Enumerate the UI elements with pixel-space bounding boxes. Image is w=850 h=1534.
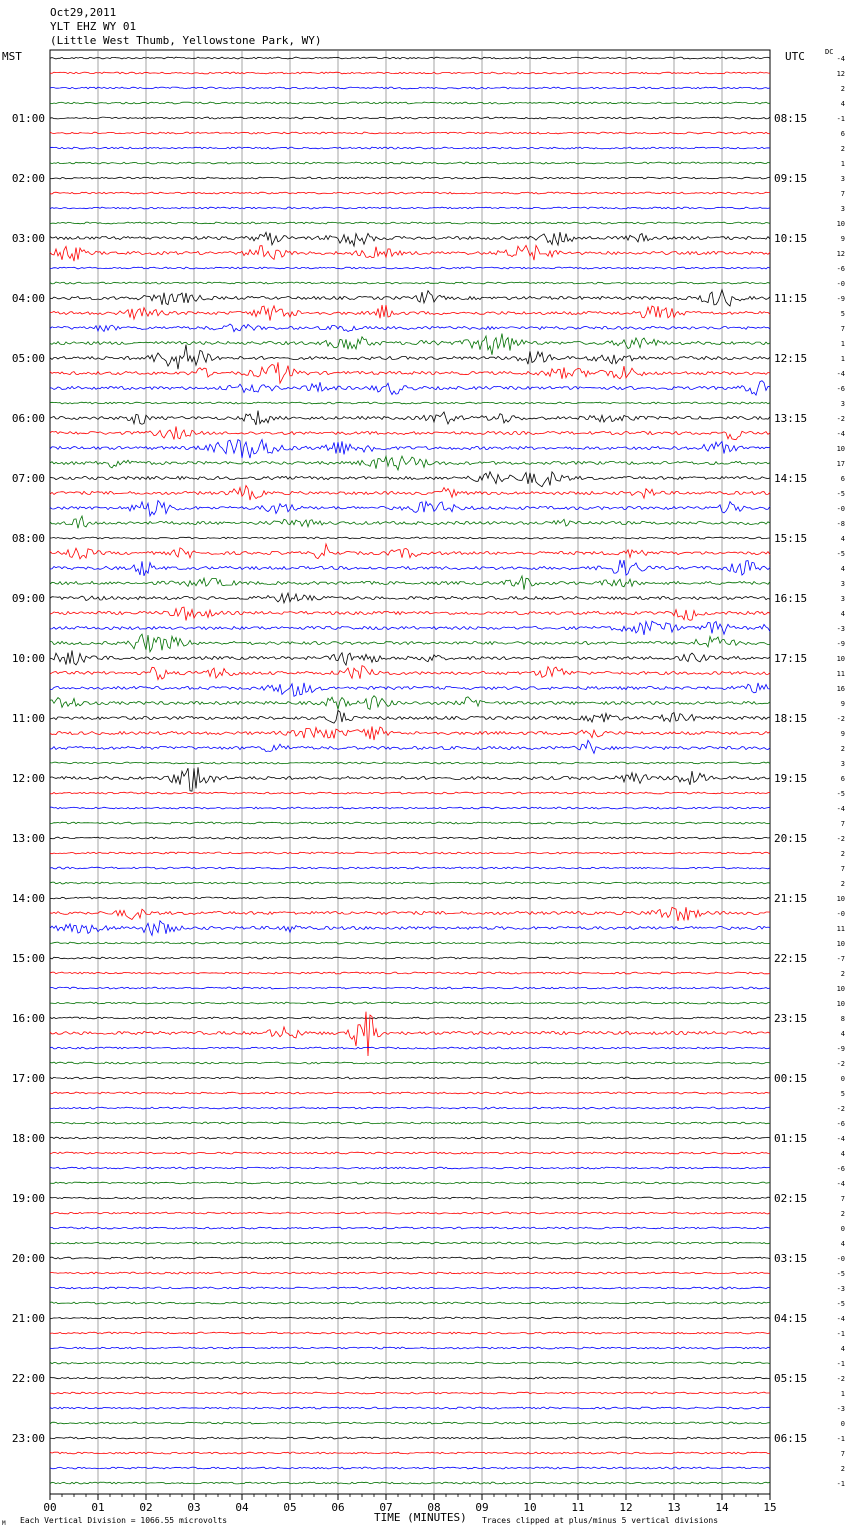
dc-offset-value: -9 bbox=[836, 1045, 845, 1053]
trace-row bbox=[50, 132, 770, 134]
trace-row bbox=[50, 334, 770, 355]
left-hour-label: 01:00 bbox=[11, 112, 45, 125]
dc-offset-value: -4 bbox=[836, 1315, 845, 1323]
trace-row bbox=[50, 1242, 770, 1244]
trace-row bbox=[50, 516, 770, 528]
right-hour-label: 11:15 bbox=[774, 292, 808, 305]
right-hour-label: 13:15 bbox=[774, 412, 808, 425]
trace-row bbox=[50, 87, 770, 89]
trace-row bbox=[50, 537, 770, 539]
trace-row bbox=[50, 1017, 770, 1019]
dc-offset-value: 0 bbox=[840, 1225, 845, 1233]
trace-row bbox=[50, 882, 770, 884]
left-hour-label: 18:00 bbox=[11, 1132, 45, 1145]
trace-row bbox=[50, 650, 770, 665]
trace-row bbox=[50, 1122, 770, 1124]
dc-offset-value: 2 bbox=[840, 1465, 845, 1473]
trace-row bbox=[50, 1437, 770, 1439]
right-hour-label: 17:15 bbox=[774, 652, 808, 665]
dc-offset-value: -6 bbox=[836, 1165, 845, 1173]
trace-row bbox=[50, 117, 770, 119]
dc-offset-value: 11 bbox=[836, 925, 845, 933]
left-hour-label: 22:00 bbox=[11, 1372, 45, 1385]
dc-offset-value: -0 bbox=[836, 505, 845, 513]
trace-row bbox=[50, 290, 770, 306]
dc-offset-value: 12 bbox=[836, 70, 845, 78]
trace-row bbox=[50, 1107, 770, 1109]
trace-row bbox=[50, 807, 770, 809]
dc-offset-value: 10 bbox=[836, 940, 845, 948]
left-hour-label: 20:00 bbox=[11, 1252, 45, 1265]
trace-row bbox=[50, 726, 770, 740]
dc-offset-value: -5 bbox=[836, 1270, 845, 1278]
dc-offset-value: -2 bbox=[836, 1105, 845, 1113]
trace-row bbox=[50, 1047, 770, 1049]
right-hour-label: 14:15 bbox=[774, 472, 808, 485]
left-hour-label: 11:00 bbox=[11, 712, 45, 725]
dc-offset-value: 2 bbox=[840, 745, 845, 753]
record-date: Oct29,2011 bbox=[50, 6, 117, 19]
dc-offset-value: 6 bbox=[840, 130, 845, 138]
left-hour-label: 05:00 bbox=[11, 352, 45, 365]
left-timezone-label: MST bbox=[2, 50, 22, 63]
left-hour-label: 16:00 bbox=[11, 1012, 45, 1025]
dc-offset-value: -4 bbox=[836, 1135, 845, 1143]
x-tick-label: 08 bbox=[427, 1501, 441, 1514]
dc-offset-value: -1 bbox=[836, 1435, 845, 1443]
trace-row bbox=[50, 472, 770, 487]
trace-row bbox=[50, 897, 770, 899]
vertical-scale-note: Each Vertical Division = 1066.55 microvolts bbox=[20, 1516, 228, 1525]
dc-offset-value: 1 bbox=[840, 160, 845, 168]
x-tick-label: 02 bbox=[139, 1501, 153, 1514]
trace-row bbox=[50, 1422, 770, 1424]
dc-offset-value: -6 bbox=[836, 265, 845, 273]
dc-offset-value: 4 bbox=[840, 100, 845, 108]
dc-offset-value: 7 bbox=[840, 1450, 845, 1458]
trace-row bbox=[50, 147, 770, 149]
dc-offset-value: -5 bbox=[836, 490, 845, 498]
dc-offset-value: 2 bbox=[840, 850, 845, 858]
right-hour-label: 04:15 bbox=[774, 1312, 808, 1325]
right-hour-label: 10:15 bbox=[774, 232, 808, 245]
right-hour-label: 20:15 bbox=[774, 832, 808, 845]
trace-row bbox=[50, 907, 770, 921]
right-hour-label: 12:15 bbox=[774, 352, 808, 365]
left-hour-label: 07:00 bbox=[11, 472, 45, 485]
trace-row bbox=[50, 1287, 770, 1289]
dc-offset-value: 4 bbox=[840, 1240, 845, 1248]
trace-row bbox=[50, 72, 770, 74]
right-hour-label: 23:15 bbox=[774, 1012, 808, 1025]
dc-offset-value: 12 bbox=[836, 250, 845, 258]
right-hour-label: 21:15 bbox=[774, 892, 808, 905]
dc-offset-value: 10 bbox=[836, 655, 845, 663]
dc-offset-value: -2 bbox=[836, 835, 845, 843]
trace-row bbox=[50, 544, 770, 559]
trace-row bbox=[50, 1272, 770, 1274]
dc-offset-value: 1 bbox=[840, 355, 845, 363]
dc-offset-value: 2 bbox=[840, 970, 845, 978]
right-hour-label: 16:15 bbox=[774, 592, 808, 605]
trace-row bbox=[50, 345, 770, 370]
dc-offset-value: -3 bbox=[836, 1405, 845, 1413]
dc-offset-label: DC bbox=[825, 48, 834, 56]
dc-offset-value: 3 bbox=[840, 595, 845, 603]
left-hour-label: 03:00 bbox=[11, 232, 45, 245]
trace-row bbox=[50, 501, 770, 516]
dc-offset-value: -2 bbox=[836, 415, 845, 423]
trace-row bbox=[50, 621, 770, 635]
trace-row bbox=[50, 207, 770, 209]
dc-offset-value: 9 bbox=[840, 700, 845, 708]
dc-offset-value: 0 bbox=[840, 1420, 845, 1428]
trace-row bbox=[50, 232, 770, 246]
dc-offset-value: 0 bbox=[840, 1075, 845, 1083]
right-hour-label: 05:15 bbox=[774, 1372, 808, 1385]
left-hour-label: 12:00 bbox=[11, 772, 45, 785]
dc-offset-value: 10 bbox=[836, 445, 845, 453]
dc-offset-value: -2 bbox=[836, 1375, 845, 1383]
trace-row bbox=[50, 402, 770, 404]
right-hour-label: 09:15 bbox=[774, 172, 808, 185]
dc-offset-value: 17 bbox=[836, 460, 845, 468]
dc-offset-value: -5 bbox=[836, 790, 845, 798]
trace-row bbox=[50, 593, 770, 603]
dc-offset-value: 3 bbox=[840, 205, 845, 213]
trace-row bbox=[50, 1347, 770, 1349]
trace-row bbox=[50, 666, 770, 680]
trace-row bbox=[50, 696, 770, 710]
trace-row bbox=[50, 192, 770, 194]
trace-row bbox=[50, 837, 770, 839]
x-tick-label: 06 bbox=[331, 1501, 345, 1514]
dc-offset-value: -0 bbox=[836, 280, 845, 288]
trace-row bbox=[50, 440, 770, 459]
right-hour-label: 00:15 bbox=[774, 1072, 808, 1085]
plot-frame bbox=[50, 50, 770, 1494]
corner-mark: M bbox=[2, 1520, 6, 1527]
dc-offset-value: 5 bbox=[840, 1090, 845, 1098]
dc-offset-value: -1 bbox=[836, 1360, 845, 1368]
dc-offset-value: 5 bbox=[840, 310, 845, 318]
right-hour-label: 01:15 bbox=[774, 1132, 808, 1145]
x-tick-label: 01 bbox=[91, 1501, 105, 1514]
left-hour-label: 02:00 bbox=[11, 172, 45, 185]
left-hour-label: 14:00 bbox=[11, 892, 45, 905]
right-hour-label: 02:15 bbox=[774, 1192, 808, 1205]
dc-offset-value: 4 bbox=[840, 535, 845, 543]
trace-row bbox=[50, 1167, 770, 1169]
trace-row bbox=[50, 710, 770, 723]
dc-offset-value: 2 bbox=[840, 1210, 845, 1218]
trace-row bbox=[50, 102, 770, 104]
trace-row bbox=[50, 942, 770, 944]
dc-offset-value: 8 bbox=[840, 1015, 845, 1023]
trace-row bbox=[50, 1002, 770, 1004]
dc-offset-value: 7 bbox=[840, 190, 845, 198]
trace-row bbox=[50, 245, 770, 261]
left-hour-label: 19:00 bbox=[11, 1192, 45, 1205]
dc-offset-value: -3 bbox=[836, 625, 845, 633]
trace-row bbox=[50, 634, 770, 652]
left-hour-label: 13:00 bbox=[11, 832, 45, 845]
trace-row bbox=[50, 1092, 770, 1094]
dc-offset-value: 3 bbox=[840, 400, 845, 408]
dc-offset-value: 6 bbox=[840, 475, 845, 483]
right-hour-label: 06:15 bbox=[774, 1432, 808, 1445]
dc-offset-value: -4 bbox=[836, 370, 845, 378]
trace-row bbox=[50, 921, 770, 936]
trace-row bbox=[50, 1467, 770, 1469]
right-hour-label: 19:15 bbox=[774, 772, 808, 785]
trace-row bbox=[50, 1227, 770, 1229]
dc-offset-value: 2 bbox=[840, 880, 845, 888]
trace-row bbox=[50, 282, 770, 284]
dc-offset-value: 10 bbox=[836, 1000, 845, 1008]
station-location: (Little West Thumb, Yellowstone Park, WY) bbox=[50, 34, 322, 47]
trace-row bbox=[50, 740, 770, 753]
trace-row bbox=[50, 486, 770, 501]
dc-offset-value: 9 bbox=[840, 730, 845, 738]
trace-row bbox=[50, 762, 770, 764]
x-tick-label: 12 bbox=[619, 1501, 633, 1514]
trace-row bbox=[50, 57, 770, 59]
trace-row bbox=[50, 1392, 770, 1394]
x-tick-label: 07 bbox=[379, 1501, 393, 1514]
dc-offset-value: -1 bbox=[836, 115, 845, 123]
trace-row bbox=[50, 362, 770, 383]
dc-offset-value: 9 bbox=[840, 235, 845, 243]
x-tick-label: 14 bbox=[715, 1501, 729, 1514]
trace-row bbox=[50, 792, 770, 794]
trace-row bbox=[50, 1137, 770, 1139]
x-tick-label: 15 bbox=[763, 1501, 777, 1514]
trace-row bbox=[50, 177, 770, 179]
dc-offset-value: 2 bbox=[840, 85, 845, 93]
right-timezone-label: UTC bbox=[785, 50, 805, 63]
trace-row bbox=[50, 1317, 770, 1319]
trace-row bbox=[50, 1407, 770, 1409]
right-hour-label: 15:15 bbox=[774, 532, 808, 545]
dc-offset-value: -1 bbox=[836, 1330, 845, 1338]
trace-row bbox=[50, 305, 770, 321]
trace-row bbox=[50, 411, 770, 425]
trace-row bbox=[50, 162, 770, 164]
trace-row bbox=[50, 222, 770, 224]
dc-offset-value: 1 bbox=[840, 340, 845, 348]
left-hour-label: 21:00 bbox=[11, 1312, 45, 1325]
x-tick-label: 03 bbox=[187, 1501, 201, 1514]
trace-row bbox=[50, 1152, 770, 1154]
trace-row bbox=[50, 576, 770, 590]
trace-row bbox=[50, 767, 770, 791]
dc-offset-value: -4 bbox=[836, 430, 845, 438]
trace-row bbox=[50, 1362, 770, 1364]
x-tick-label: 13 bbox=[667, 1501, 681, 1514]
dc-offset-value: -6 bbox=[836, 385, 845, 393]
trace-row bbox=[50, 1332, 770, 1334]
dc-offset-value: 10 bbox=[836, 895, 845, 903]
dc-offset-value: 11 bbox=[836, 670, 845, 678]
dc-offset-value: 7 bbox=[840, 1195, 845, 1203]
dc-offset-value: -2 bbox=[836, 1060, 845, 1068]
dc-offset-value: -9 bbox=[836, 640, 845, 648]
x-tick-label: 11 bbox=[571, 1501, 585, 1514]
dc-offset-value: 3 bbox=[840, 580, 845, 588]
trace-row bbox=[50, 987, 770, 989]
left-hour-label: 09:00 bbox=[11, 592, 45, 605]
dc-offset-value: -4 bbox=[836, 55, 845, 63]
x-tick-label: 10 bbox=[523, 1501, 537, 1514]
right-hour-label: 18:15 bbox=[774, 712, 808, 725]
dc-offset-value: 4 bbox=[840, 565, 845, 573]
dc-offset-value: -0 bbox=[836, 910, 845, 918]
left-hour-label: 10:00 bbox=[11, 652, 45, 665]
dc-offset-value: 4 bbox=[840, 1150, 845, 1158]
dc-offset-value: -4 bbox=[836, 805, 845, 813]
x-axis-title: TIME (MINUTES) bbox=[374, 1511, 467, 1524]
trace-row bbox=[50, 822, 770, 824]
dc-offset-value: 6 bbox=[840, 775, 845, 783]
dc-offset-value: -3 bbox=[836, 1285, 845, 1293]
dc-offset-value: -8 bbox=[836, 520, 845, 528]
dc-offset-value: 16 bbox=[836, 685, 845, 693]
dc-offset-value: 4 bbox=[840, 610, 845, 618]
trace-row bbox=[50, 267, 770, 269]
left-hour-label: 08:00 bbox=[11, 532, 45, 545]
dc-offset-value: 2 bbox=[840, 145, 845, 153]
left-hour-label: 15:00 bbox=[11, 952, 45, 965]
dc-offset-value: -6 bbox=[836, 1120, 845, 1128]
right-hour-label: 03:15 bbox=[774, 1252, 808, 1265]
trace-row bbox=[50, 867, 770, 869]
dc-offset-value: 3 bbox=[840, 760, 845, 768]
dc-offset-value: 4 bbox=[840, 1345, 845, 1353]
trace-row bbox=[50, 1482, 770, 1484]
trace-row bbox=[50, 1257, 770, 1259]
dc-offset-value: -2 bbox=[836, 715, 845, 723]
trace-row bbox=[50, 1377, 770, 1379]
clip-note: Traces clipped at plus/minus 5 vertical divisions bbox=[482, 1516, 719, 1525]
dc-offset-value: -4 bbox=[836, 1180, 845, 1188]
trace-row bbox=[50, 972, 770, 974]
x-tick-label: 04 bbox=[235, 1501, 249, 1514]
dc-offset-value: 7 bbox=[840, 325, 845, 333]
trace-row bbox=[50, 324, 770, 332]
dc-offset-value: -5 bbox=[836, 550, 845, 558]
station-code: YLT EHZ WY 01 bbox=[50, 20, 137, 33]
x-tick-label: 09 bbox=[475, 1501, 489, 1514]
left-hour-label: 04:00 bbox=[11, 292, 45, 305]
dc-offset-value: -1 bbox=[836, 1480, 845, 1488]
x-tick-label: 00 bbox=[43, 1501, 57, 1514]
trace-row bbox=[50, 560, 770, 576]
dc-offset-value: 7 bbox=[840, 820, 845, 828]
dc-offset-value: -0 bbox=[836, 1255, 845, 1263]
dc-offset-value: 10 bbox=[836, 985, 845, 993]
trace-row bbox=[50, 1182, 770, 1184]
trace-row bbox=[50, 426, 770, 439]
trace-row bbox=[50, 1452, 770, 1454]
dc-offset-value: 3 bbox=[840, 175, 845, 183]
trace-row bbox=[50, 607, 770, 620]
trace-row bbox=[50, 456, 770, 470]
trace-row bbox=[50, 852, 770, 854]
right-hour-label: 22:15 bbox=[774, 952, 808, 965]
dc-offset-value: -9 bbox=[836, 295, 845, 303]
right-hour-label: 08:15 bbox=[774, 112, 808, 125]
trace-row bbox=[50, 1077, 770, 1079]
x-tick-label: 05 bbox=[283, 1501, 297, 1514]
left-hour-label: 17:00 bbox=[11, 1072, 45, 1085]
trace-row bbox=[50, 957, 770, 959]
dc-offset-value: 10 bbox=[836, 220, 845, 228]
trace-row bbox=[50, 1212, 770, 1214]
dc-offset-value: 7 bbox=[840, 865, 845, 873]
dc-offset-value: 4 bbox=[840, 1030, 845, 1038]
trace-row bbox=[50, 1062, 770, 1064]
trace-row bbox=[50, 1197, 770, 1199]
trace-row bbox=[50, 683, 770, 697]
dc-offset-value: 1 bbox=[840, 1390, 845, 1398]
trace-row bbox=[50, 381, 770, 395]
dc-offset-value: -5 bbox=[836, 1300, 845, 1308]
trace-row bbox=[50, 1302, 770, 1304]
dc-offset-value: -7 bbox=[836, 955, 845, 963]
left-hour-label: 23:00 bbox=[11, 1432, 45, 1445]
left-hour-label: 06:00 bbox=[11, 412, 45, 425]
